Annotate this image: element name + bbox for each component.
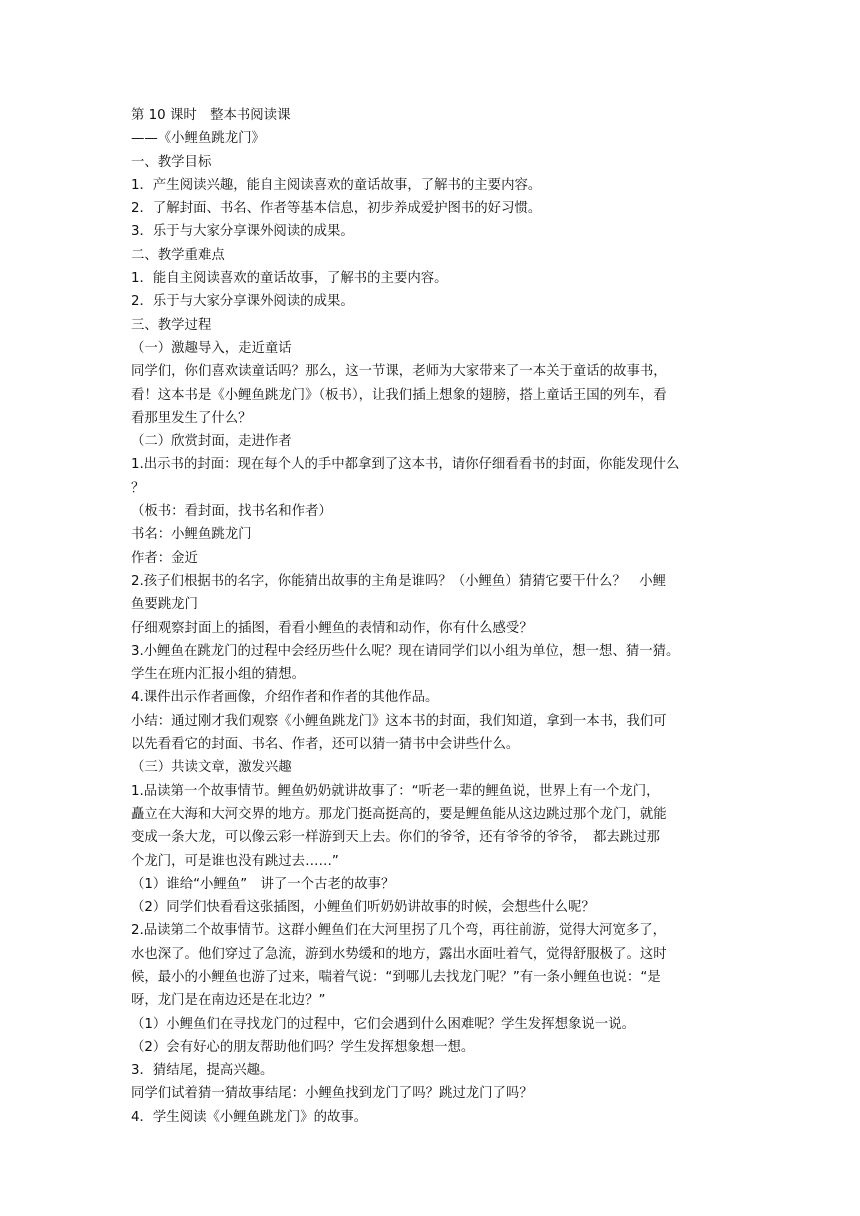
section-heading-goals: 一、教学目标 xyxy=(131,154,212,170)
paragraph-line: 矗立在大海和大河交界的地方。那龙门挺高挺高的，要是鲤鱼能从这边跳过那个龙门，就能 xyxy=(131,806,667,822)
goal-item: 2．了解封面、书名、作者等基本信息，初步养成爱护图书的好习惯。 xyxy=(131,201,542,217)
goal-item: 3．乐于与大家分享课外阅读的成果。 xyxy=(131,224,354,240)
paragraph-line: （2）会有好心的朋友帮助他们吗？学生发挥想象想一想。 xyxy=(131,1039,475,1055)
paragraph-line: 看！这本书是《小鲤鱼跳龙门》（板书），让我们插上想象的翅膀，搭上童话王国的列车，看 xyxy=(131,387,667,403)
section-heading-key-points: 二、教学重难点 xyxy=(131,247,225,263)
paragraph-line: （1）小鲤鱼们在寻找龙门的过程中，它们会遇到什么困难呢？学生发挥想象说一说。 xyxy=(131,1016,635,1032)
key-point-item: 1．能自主阅读喜欢的童话故事，了解书的主要内容。 xyxy=(131,271,448,287)
paragraph-line: 看那里发生了什么？ xyxy=(131,410,252,426)
paragraph-line: 同学们试着猜一猜故事结尾：小鲤鱼找到龙门了吗？跳过龙门了吗？ xyxy=(131,1086,533,1102)
paragraph-line: 变成一条大龙，可以像云彩一样游到天上去。你们的爷爷，还有爷爷的爷爷， 都去跳过那 xyxy=(131,830,660,846)
paragraph-line: 个龙门，可是谁也没有跳过去……” xyxy=(131,853,339,869)
goal-item: 1．产生阅读兴趣，能自主阅读喜欢的童话故事，了解书的主要内容。 xyxy=(131,177,542,193)
paragraph-line: 学生在班内汇报小组的猜想。 xyxy=(131,667,306,683)
subsection-heading-cover: （二）欣赏封面，走进作者 xyxy=(131,434,292,450)
paragraph-line: 小结：通过刚才我们观察《小鲤鱼跳龙门》这本书的封面，我们知道，拿到一本书，我们可 xyxy=(131,713,667,729)
paragraph-line: （板书：看封面，找书名和作者） xyxy=(131,504,332,520)
paragraph-line: 呀，龙门是在南边还是在北边？” xyxy=(131,993,326,1009)
paragraph-line: 4.课件出示作者画像，介绍作者和作者的其他作品。 xyxy=(131,690,439,706)
paragraph-line: 3.小鲤鱼在跳龙门的过程中会经历些什么呢？现在请同学们以小组为单位，想一想、猜一猜。 xyxy=(131,643,680,659)
paragraph-line: 仔细观察封面上的插图，看看小鲤鱼的表情和动作，你有什么感受？ xyxy=(131,620,533,636)
document-page xyxy=(131,104,731,1129)
paragraph-line: （2）同学们快看看这张插图，小鲤鱼们听奶奶讲故事的时候，会想些什么呢？ xyxy=(131,900,595,916)
subsection-heading-reading: （三）共读文章，激发兴趣 xyxy=(131,760,292,776)
paragraph-line: 2.孩子们根据书的名字，你能猜出故事的主角是谁吗？（小鲤鱼）猜猜它要干什么？ 小鲤 xyxy=(131,573,667,589)
paragraph-line: 书名：小鲤鱼跳龙门 xyxy=(131,527,252,543)
lesson-subtitle: ——《小鲤鱼跳龙门》 xyxy=(131,131,265,147)
paragraph-line: 1.品读第一个故事情节。鲤鱼奶奶就讲故事了：“听老一辈的鲤鱼说，世界上有一个龙门， xyxy=(131,783,660,799)
key-point-item: 2．乐于与大家分享课外阅读的成果。 xyxy=(131,294,354,310)
paragraph-line: ？ xyxy=(131,480,145,496)
paragraph-line: 4．学生阅读《小鲤鱼跳龙门》的故事。 xyxy=(131,1109,368,1125)
paragraph-line: 2.品读第二个故事情节。这群小鲤鱼们在大河里拐了几个弯，再往前游，觉得大河宽多了， xyxy=(131,923,667,939)
paragraph-line: 作者：金近 xyxy=(131,550,198,566)
paragraph-line: 水也深了。他们穿过了急流，游到水势缓和的地方，露出水面吐着气，觉得舒服极了。这时 xyxy=(131,946,667,962)
paragraph-line: 1.出示书的封面：现在每个人的手中都拿到了这本书，请你仔细看看书的封面，你能发现什么 xyxy=(131,457,680,473)
section-heading-process: 三、教学过程 xyxy=(131,317,212,333)
subsection-heading-intro: （一）激趣导入，走近童话 xyxy=(131,340,292,356)
paragraph-line: 以先看看它的封面、书名、作者，还可以猜一猜书中会讲些什么。 xyxy=(131,737,520,753)
lesson-title: 第 10 课时 整本书阅读课 xyxy=(131,108,291,123)
paragraph-line: 候，最小的小鲤鱼也游了过来，喘着气说：“到哪儿去找龙门呢？”有一条小鲤鱼也说：“是 xyxy=(131,969,661,985)
paragraph-line: 鱼要跳龙门 xyxy=(131,597,198,613)
paragraph-line: 同学们，你们喜欢读童话吗？那么，这一节课，老师为大家带来了一本关于童话的故事书， xyxy=(131,364,667,380)
paragraph-line: 3．猜结尾，提高兴趣。 xyxy=(131,1063,274,1079)
paragraph-line: （1）谁给“小鲤鱼” 讲了一个古老的故事？ xyxy=(131,876,395,892)
